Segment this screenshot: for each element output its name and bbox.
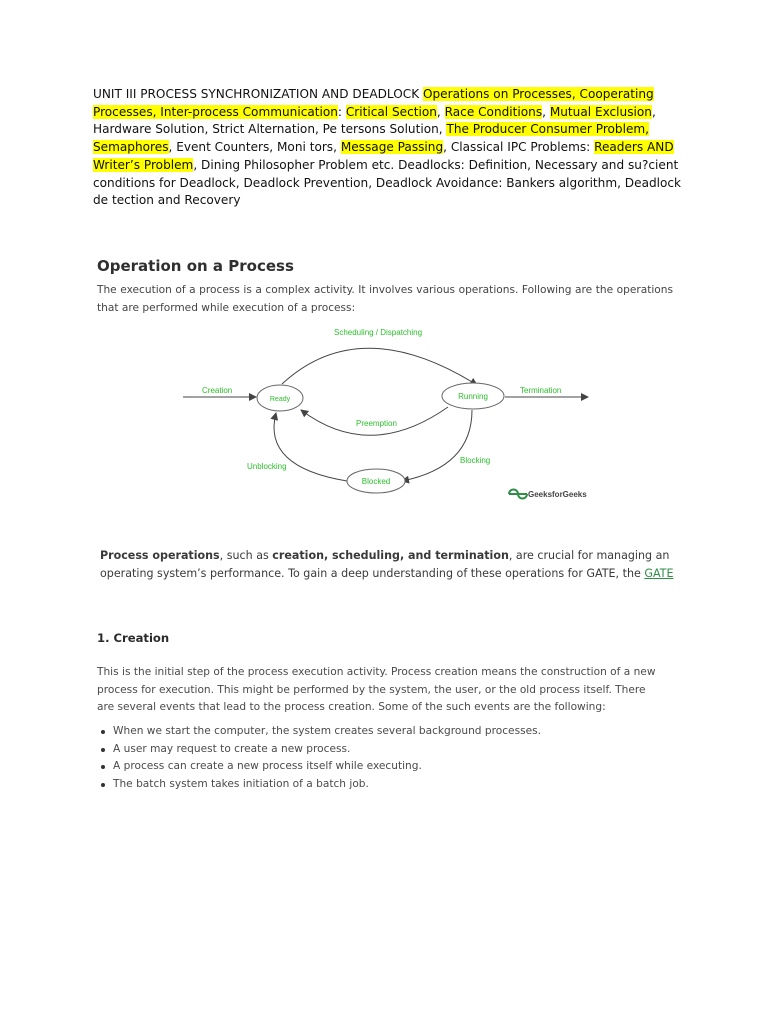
paragraph-text: , are crucial for managing an: [508, 549, 670, 562]
paragraph-text: operating system’s performance. To gain a deep understanding of these operations for GATE, the: [100, 567, 645, 580]
paragraph-line: process for execution. This might be performed by the system, the user, or the old process itself. There: [97, 683, 646, 696]
highlight-race-conditions: Race Conditions: [444, 104, 543, 119]
scheduling-label: Scheduling / Dispatching: [334, 328, 423, 337]
gate-link[interactable]: GATE: [644, 567, 674, 580]
preemption-label: Preemption: [356, 419, 397, 428]
syllabus-text: , Event Counters, Moni tors,: [168, 140, 341, 155]
geeksforgeeks-logo: [509, 490, 587, 500]
syllabus-text: , Classical IPC Problems:: [443, 140, 595, 155]
syllabus-text: ,: [542, 104, 550, 119]
gfg-logo-icon: [509, 490, 527, 499]
highlight-producer-consumer: The Producer Consumer Problem,: [446, 122, 650, 137]
blocking-label: Blocking: [460, 456, 491, 465]
ready-label: Ready: [269, 396, 291, 403]
paragraph-text: , such as: [219, 549, 273, 562]
paragraph-line: This is the initial step of the process execution activity. Process creation means the construction of a new: [97, 666, 656, 678]
unblocking-label: Unblocking: [247, 462, 287, 471]
syllabus-paragraph: [93, 86, 683, 210]
gfg-logo-text: GeeksforGeeks: [528, 490, 587, 499]
highlight-readers-writers: Readers AND Writer’s Problem: [93, 140, 674, 172]
bold-text: creation, scheduling, and termination: [272, 549, 509, 562]
highlight-operations: Operations on Processes, Cooperating Processes, Inter-process Communication: [93, 87, 654, 119]
article-heading: Operation on a Process: [97, 257, 294, 275]
process-operations-paragraph: [100, 547, 676, 587]
syllabus-text: , Hardware Solution, Strict Alternation, Pe tersons Solution,: [93, 104, 656, 137]
process-state-diagram: [180, 322, 600, 507]
creation-paragraph: [97, 664, 673, 717]
article-intro: The execution of a process is a complex activity. It involves various operations. Following are the operations that are performed while execution of a process:: [97, 284, 673, 314]
paragraph-line: [100, 565, 676, 583]
list-item: A process can create a new process itself while executing.: [97, 758, 657, 776]
paragraph-line: [100, 547, 676, 565]
syllabus-text: ,: [436, 104, 445, 119]
list-item: When we start the computer, the system creates several background processes.: [97, 723, 657, 741]
list-item: A user may request to create a new process.: [97, 741, 657, 759]
running-label: Running: [458, 392, 488, 401]
creation-label: Creation: [202, 386, 233, 395]
paragraph-line: are several events that lead to the process creation. Some of the such events are the following:: [97, 701, 606, 714]
highlight-semaphores: Semaphores: [93, 140, 169, 155]
termination-label: Termination: [520, 386, 562, 395]
section-title-creation: 1. Creation: [97, 631, 170, 645]
bold-text: Process operations: [100, 549, 220, 562]
syllabus-text: :: [337, 104, 346, 119]
blocking-arrow: [402, 410, 472, 481]
list-item: The batch system takes initiation of a batch job.: [97, 776, 657, 794]
creation-events-list: [97, 723, 657, 793]
syllabus-text: UNIT III PROCESS SYNCHRONIZATION AND DEADLOCK: [93, 87, 423, 101]
blocked-label: Blocked: [361, 477, 391, 486]
scheduling-arrow: [282, 348, 477, 385]
syllabus-text: , Dining Philosopher Problem etc. Deadlocks: Definition, Necessary and su?cient conditions for Deadlock, Deadlock Prevention, Deadlock Avoidance: Bankers algorithm, Deadlock de tection and Recovery: [93, 157, 682, 208]
highlight-critical-section: Critical Section: [345, 104, 437, 119]
highlight-message-passing: Message Passing: [340, 140, 444, 155]
highlight-mutual-exclusion: Mutual Exclusion: [549, 104, 652, 119]
